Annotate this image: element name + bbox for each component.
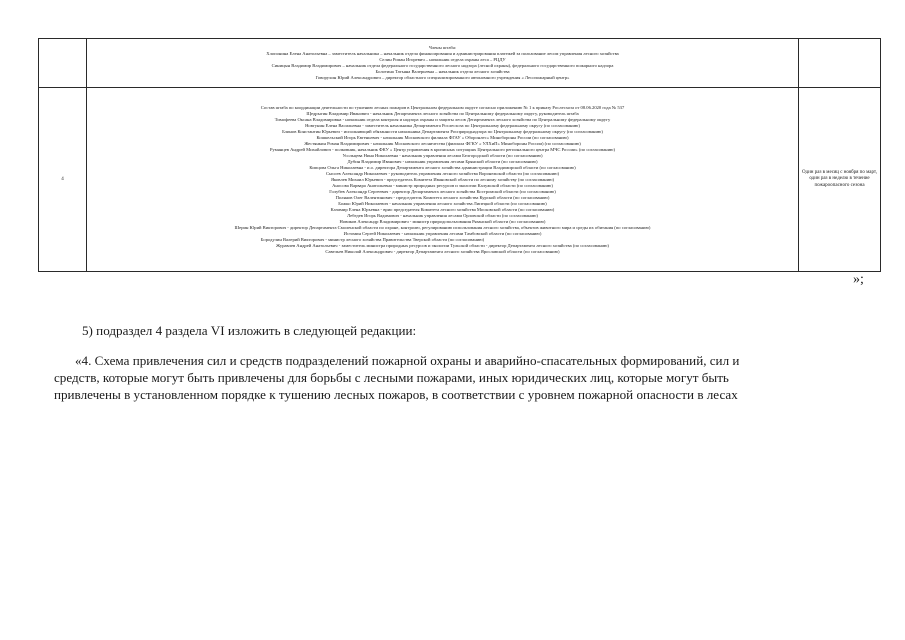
member-line: Синицын Владимир Владимирович – начальник отдела федерального государственного лесного надзора (лесной охраны), федерального государственного пожарного надзора — [271, 63, 614, 68]
member-line: Кипцова Ольга Николаевна - и.о. директора Департамента лесного хозяйства администрации Владимирской области (по согласованию) — [309, 164, 576, 170]
paragraph-5: 5) подраздел 4 раздела VI изложить в следующей редакции: — [82, 323, 417, 338]
member-line: Селин Роман Игоревич – начальник отдела охраны леса – РЦДУ — [379, 57, 506, 62]
member-line: Аносова Варвара Анатольевна - министр природных ресурсов и экологии Калужской области (по согласованию) — [332, 182, 553, 188]
member-line: Голубев Александр Сергеевич - директор Департамента лесного хозяйства Костромской области (по согласованию) — [329, 188, 556, 194]
member-line: Дубин Владимир Иванович - начальник управления лесами Брянской области (по согласованию) — [347, 158, 538, 164]
member-line: Жестянкин Роман Владимирович - начальник Московского лесничества (филиала ФГКУ « УЛХиП» Минобороны России) (по согласованию) — [304, 140, 581, 146]
closing-quote-mark: »; — [853, 272, 864, 287]
member-line: Хлопонина Елена Анатольевна – заместитель начальника – начальник отдела финансирования и администрирования платежей за пользование лесом управления лесного хозяйства — [266, 51, 619, 56]
member-line: Савельев Николай Александрович - директор Департамента лесного хозяйства Ярославской области (по согласованию) — [325, 248, 560, 254]
member-line: Болотина Татьяна Валерьевна – начальник отдела лесного хозяйства — [375, 69, 510, 74]
table-row — [39, 39, 881, 88]
members-list — [87, 45, 798, 81]
member-line: Сысоев Александр Николаевич - руководитель управления лесного хозяйства Воронежской области (по согласованию) — [325, 170, 560, 176]
member-line: Усольцева Нина Николаевна - начальник управления лесами Белгородской области (по согласованию) — [342, 152, 543, 158]
member-line: Новиков Александр Владимирович - министр природопользования Рязанской области (по согласованию) — [339, 218, 546, 224]
member-line: Тимофеева Оксана Владимировна - начальник отдела контроля и надзора охраны и защиты лесов Департамента лесного хозяйства по Центральному федеральному округу — [274, 116, 611, 122]
member-line: Члены штаба: — [428, 45, 457, 50]
member-line: Бородулин Валерий Викторович - министр лесного хозяйства Правительства Тверской области (по согласованию) — [260, 236, 485, 242]
row-number-cell: 4 — [39, 88, 87, 272]
member-line: Блинов Константин Юрьевич - исполняющий обязанности начальника Департамента Росприроднадзора по Центральному федеральному округу (по согласованию) — [282, 128, 603, 134]
member-line: Журавлев Андрей Анатольевич - заместитель министра природных ресурсов и экологии Тульской области - директор Департамента лесного хозяйства (по согласованию) — [276, 242, 609, 248]
members-cell — [87, 88, 799, 272]
staff-table — [38, 38, 881, 272]
members-cell — [87, 39, 799, 88]
members-list — [87, 105, 798, 255]
member-line: Казимир Елена Юрьевна - врио председателя Комитета лесного хозяйства Московской области (по согласованию) — [330, 206, 555, 212]
member-line: Щедрыгин Владимир Иванович - начальник Департамента лесного хозяйства по Центральному федеральному округу, руководитель штаба — [306, 110, 579, 116]
member-line: Новгунин Елена Васильевна - заместитель начальника Департамента Рослесхоза по Центральному федеральному округу (по согласованию) — [305, 122, 580, 128]
member-line: Кошкельский Игорь Евгеньевич - начальник Московского филиала ФГАУ « Оборонлес» Минобороны России (по согласованию) — [316, 134, 569, 140]
paragraph-4-line-2: средств, которые могут быть привлечены для борьбы с лесными пожарами, иных юридических лиц, которые могут быть — [54, 370, 729, 385]
paragraph-4-line-3: привлечены в установленном порядке к тушению лесных пожаров, в соответствии с уровнем пожарной опасности в лесах — [54, 387, 738, 402]
member-line: Полянов Олег Валентинович - председатель Комитета лесного хозяйства Курской области (по согласованию) — [335, 194, 550, 200]
member-line: Румянцев Андрей Михайлович - полковник, начальник ФКУ « Центр управления в кризисных ситуациях Центрального регионального центра МЧС России» (по согласованию) — [269, 146, 615, 152]
table-row — [39, 88, 881, 272]
member-line: Лебедев Игорь Вадимович - начальник управления лесами Орловской области (по согласованию) — [347, 212, 538, 218]
paragraph-4-line-1: «4. Схема привлечения сил и средств подразделений пожарной охраны и аварийно-спасательных формирований, сил и — [75, 353, 740, 368]
member-line: Состав штаба по координации деятельности по тушению лесных пожаров в Центральном федеральном округе согласно приложению № 1 к приказу Рослесхоза от 08.06.2020 года № 537 — [260, 104, 625, 110]
member-line: Шерин Юрий Викторович - директор Департамента Смоленской области по охране, контролю, регулированию использования лесного хозяйства, объектов животного мира и среды их обитания (по согласованию) — [234, 224, 651, 230]
member-line: Божко Юрий Николаевич - начальник управления лесного хозяйства Липецкой области (по согласованию) — [338, 200, 547, 206]
member-line: Истомин Сергей Николаевич - начальник управления лесами Тамбовской области (по согласованию) — [343, 230, 542, 236]
frequency-cell — [799, 39, 881, 88]
row-number-cell — [39, 39, 87, 88]
member-line: Говорухин Юрий Александрович – директор областного специализированного автономного учреждения « Лесопожарный центр» — [315, 75, 570, 80]
member-line: Яковлев Михаил Юрьевич - председатель Комитета Ивановской области по лесному хозяйству (по согласованию) — [330, 176, 555, 182]
frequency-cell: Один раз в месяц с ноября по март, один раз в неделю в течение пожароопасного сезона — [799, 88, 881, 272]
